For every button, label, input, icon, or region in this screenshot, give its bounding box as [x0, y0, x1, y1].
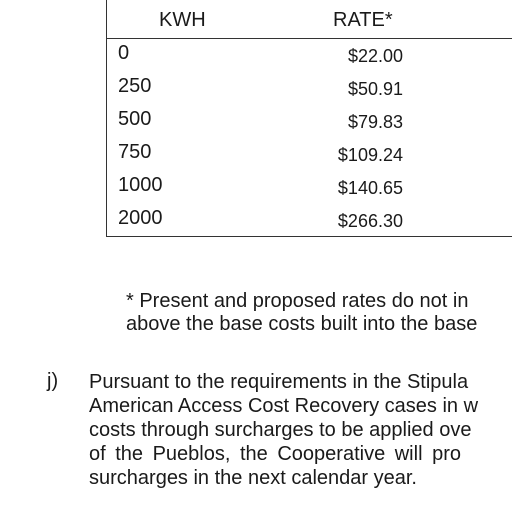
rate-cell: $79.83: [347, 112, 403, 132]
paragraph-line: costs through surcharges to be applied ove: [89, 419, 472, 441]
kwh-cell: 1000: [118, 174, 163, 196]
rate-cell: $109.24: [337, 145, 403, 165]
paragraph-line: surcharges in the next calendar year.: [89, 467, 417, 489]
footnote-line: above the base costs built into the base: [126, 313, 478, 335]
kwh-cell: 0: [118, 42, 130, 64]
paragraph-j: [89, 370, 512, 490]
rate-cell: $140.65: [337, 178, 403, 198]
rate-cell: $50.91: [347, 79, 403, 99]
kwh-cell: 500: [118, 108, 152, 130]
table-row: [107, 104, 512, 137]
table-row: [107, 71, 512, 104]
paragraph-line: Pursuant to the requirements in the Stipula: [89, 371, 469, 393]
kwh-cell: 250: [118, 75, 152, 97]
rate-footnote: [126, 290, 512, 336]
rate-table: [106, 0, 512, 237]
kwh-column-header: KWH: [159, 9, 206, 31]
rate-cell: $266.30: [337, 211, 403, 231]
paragraph-line: of the Pueblos, the Cooperative will pro: [89, 443, 461, 465]
footnote-line: * Present and proposed rates do not in: [126, 290, 469, 312]
table-row: [107, 170, 512, 203]
rate-cell: $22.00: [347, 46, 403, 66]
table-row: [107, 38, 512, 71]
paragraph-marker: j): [47, 370, 59, 392]
table-header-row: [107, 0, 512, 39]
kwh-cell: 2000: [118, 207, 163, 229]
table-row: [107, 137, 512, 170]
kwh-cell: 750: [118, 141, 152, 163]
rate-column-header: RATE*: [333, 9, 393, 31]
table-row: [107, 203, 512, 236]
paragraph-line: American Access Cost Recovery cases in w: [89, 395, 479, 417]
